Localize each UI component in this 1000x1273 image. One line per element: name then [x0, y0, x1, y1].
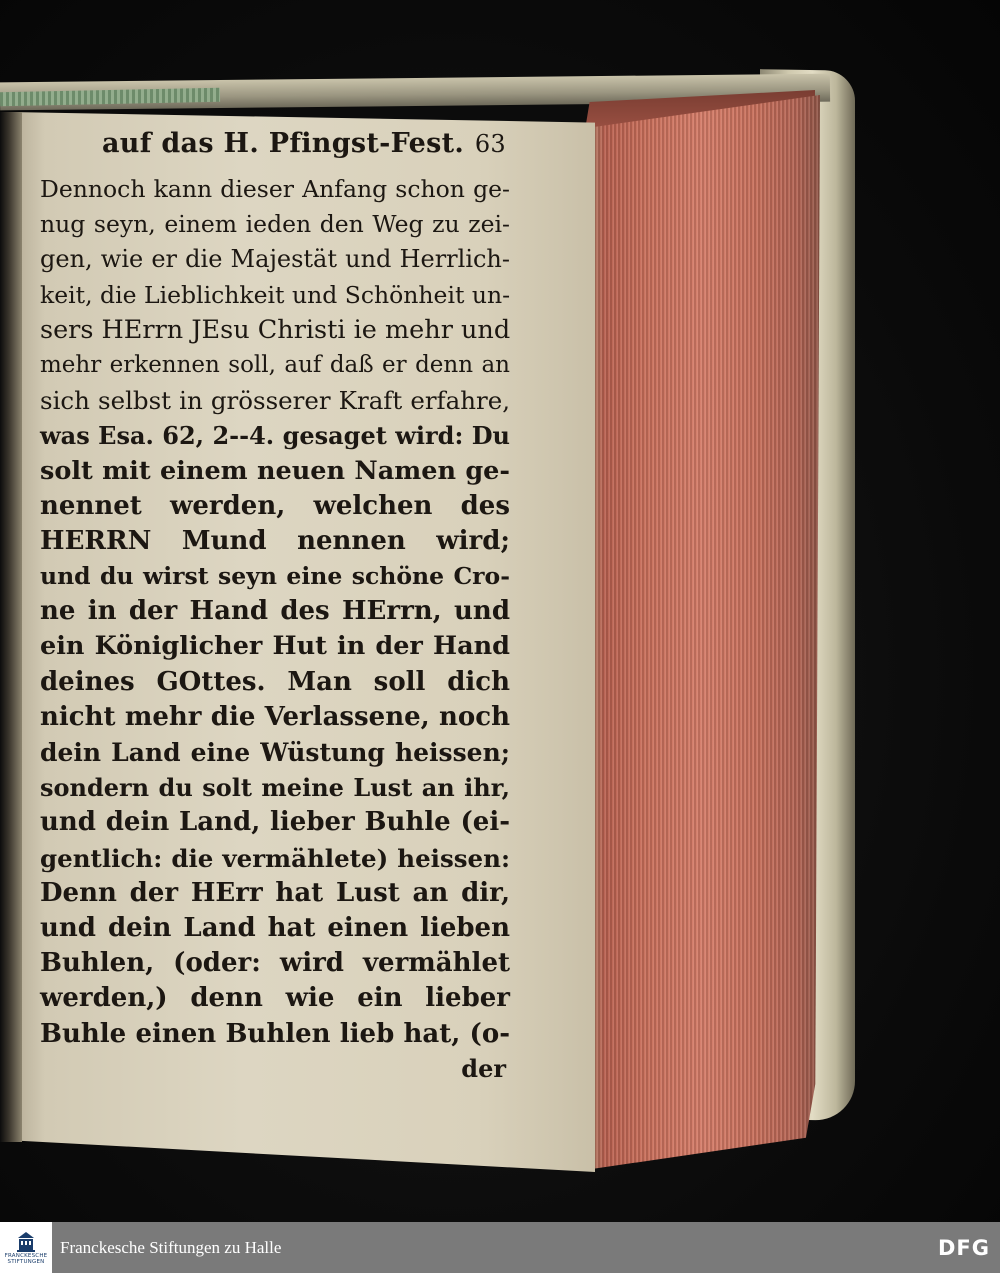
text-line: Buhlen, (oder: wird vermählet [40, 948, 510, 979]
catchword: der [461, 1053, 506, 1083]
text-line: solt mit einem neuen Namen ge- [40, 455, 510, 486]
institution-logo[interactable] [0, 1222, 52, 1273]
running-head-title: auf das H. Pfingst-Fest. [102, 128, 465, 159]
dfg-logo[interactable]: DFG [937, 1235, 990, 1260]
text-line: Dennoch kann dieser Anfang schon ge- [40, 175, 510, 203]
text-line: Denn der HErr hat Lust an dir, [40, 877, 510, 908]
body-lines [40, 172, 510, 1052]
text-line: gen, wie er die Majestät und Herrlich- [40, 245, 510, 274]
text-line: sers HErrn JEsu Christi ie mehr und [40, 314, 511, 345]
institution-name[interactable]: Franckesche Stiftungen zu Halle [60, 1237, 282, 1257]
text-line: ein Königlicher Hut in der Hand [40, 631, 510, 662]
text-line: und dein Land, lieber Buhle (ei- [40, 807, 510, 838]
text-line: ne in der Hand des HErrn, und [40, 596, 510, 627]
page-number: 63 [474, 130, 506, 158]
text-line: und dein Land hat einen lieben [40, 912, 510, 943]
text-line: nicht mehr die Verlassene, noch [40, 701, 510, 732]
building-icon [15, 1231, 37, 1253]
text-line: nennet werden, welchen des [40, 490, 510, 521]
footer-bar [0, 1222, 1000, 1273]
page-gutter [0, 112, 22, 1142]
text-line: sich selbst in grösserer Kraft erfahre, [40, 386, 510, 416]
running-head [40, 128, 510, 172]
text-line: Buhle einen Buhlen lieb hat, (o- [40, 1018, 510, 1049]
red-fore-edge [585, 95, 820, 1170]
text-line: sondern du solt meine Lust an ihr, [40, 773, 510, 803]
text-line: nug seyn, einem ieden den Weg zu zei- [40, 210, 510, 239]
text-line: mehr erkennen soll, auf daß er denn an [40, 351, 510, 378]
text-line: und du wirst seyn eine schöne Cro- [40, 562, 510, 591]
text-line: dein Land eine Wüstung heissen; [40, 738, 510, 767]
text-line: gentlich: die vermählete) heissen: [40, 843, 510, 873]
page-text-block [40, 128, 510, 1083]
text-line: was Esa. 62, 2--4. gesaget wird: Du [40, 421, 510, 451]
text-line: deines GOttes. Man soll dich [40, 666, 510, 697]
text-line: keit, die Lieblichkeit und Schönheit un- [40, 280, 511, 309]
logo-text-line1: FRANCKESCHE [4, 1252, 48, 1259]
text-line: werden,) denn wie ein lieber [40, 983, 510, 1014]
text-line: HERRN Mund nennen wird; [40, 525, 510, 556]
logo-text-line2: STIFTUNGEN [7, 1258, 45, 1265]
